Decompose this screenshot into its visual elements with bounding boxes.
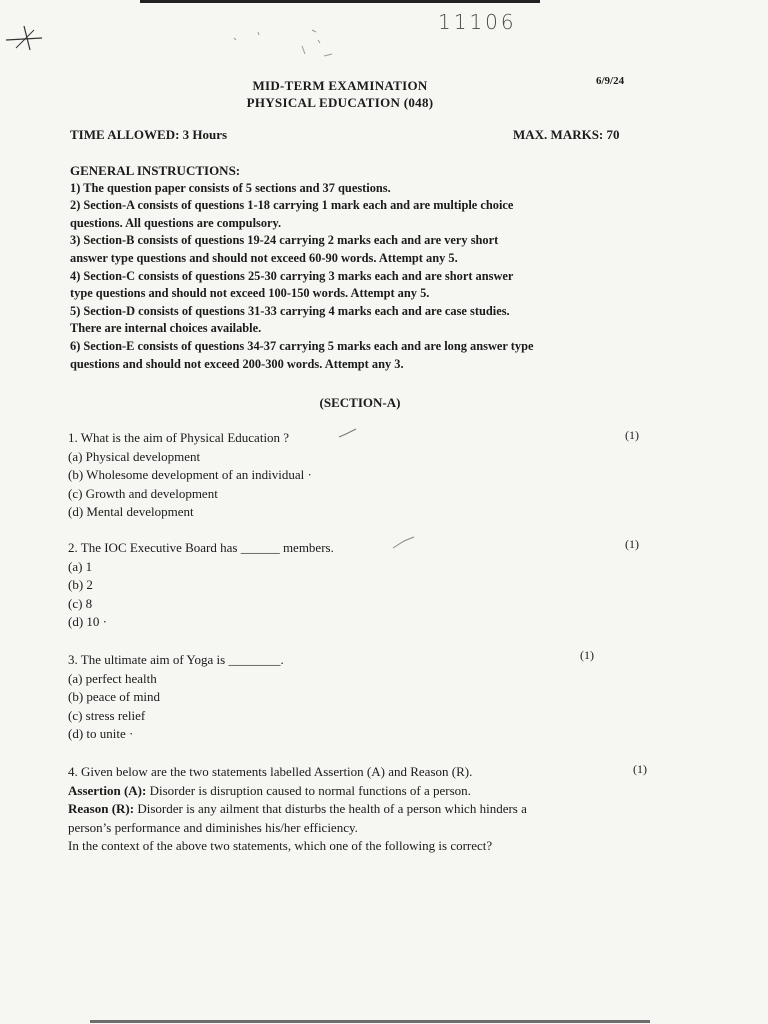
option: (a) perfect health [68, 670, 157, 686]
question-2 [68, 539, 668, 632]
faint-marks [228, 26, 348, 66]
option: (c) stress relief [68, 707, 146, 723]
instructions-heading: GENERAL INSTRUCTIONS: [70, 163, 241, 178]
question-marks: (1) [633, 762, 647, 776]
instruction-line: There are internal choices available. [70, 321, 262, 336]
instruction-line: 1) The question paper consists of 5 sections and 37 questions. [70, 180, 391, 195]
question-text: 2. The IOC Executive Board has ______ members. [68, 540, 334, 555]
bottom-edge-bar [90, 1020, 650, 1023]
option: (b) 2 [68, 577, 93, 592]
instruction-line: 2) Section-A consists of questions 1-18 carrying 1 mark each and are multiple choice [70, 198, 514, 213]
question-4 [68, 763, 668, 856]
option: (b) Wholesome development of an individual · [68, 467, 312, 482]
option: (c) 8 [68, 595, 93, 611]
section-title: (SECTION-A) [319, 395, 401, 410]
instruction-line: 4) Section-C consists of questions 25-30 carrying 3 marks each and are short answer [70, 268, 514, 283]
instruction-line: answer type questions and should not exceed 60-90 words. Attempt any 5. [70, 250, 458, 265]
reason-line [68, 800, 668, 819]
assertion-line [68, 782, 668, 801]
time-allowed: TIME ALLOWED: 3 Hours [70, 127, 228, 142]
question-3 [68, 651, 668, 744]
instruction-line: 6) Section-E consists of questions 34-37 carrying 5 marks each and are long answer type [70, 338, 534, 353]
tick-mark-icon [392, 536, 416, 550]
instruction-line: questions and should not exceed 200-300 words. Attempt any 3. [70, 356, 404, 371]
max-marks: MAX. MARKS: 70 [513, 127, 620, 142]
instruction-line: questions. All questions are compulsory. [70, 215, 282, 230]
instruction-line: 5) Section-D consists of questions 31-33 carrying 4 marks each and are case studies. [70, 303, 510, 318]
general-instructions [70, 162, 670, 373]
question-marks: (1) [625, 428, 639, 442]
reason-label: Reason (R): [68, 801, 135, 816]
tick-mark-icon [338, 428, 358, 440]
question-text: 3. The ultimate aim of Yoga is ________. [68, 652, 284, 667]
exam-title: MID-TERM EXAMINATION [252, 78, 428, 93]
instruction-line: type questions and should not exceed 100-150 words. Attempt any 5. [70, 286, 430, 301]
option: (d) Mental development [68, 504, 194, 519]
instruction-line: 3) Section-B consists of questions 19-24 carrying 2 marks each and are very short [70, 233, 499, 248]
option: (d) 10 · [68, 614, 107, 629]
option: (d) to unite · [68, 726, 134, 741]
option: (a) 1 [68, 558, 93, 574]
reason-text: Disorder is any ailment that disturbs the health of a person which hinders a [134, 801, 527, 816]
question-1 [68, 429, 668, 522]
question-text: 1. What is the aim of Physical Education ? [68, 430, 290, 445]
assertion-label: Assertion (A): [68, 782, 147, 798]
assertion-text: Disorder is disruption caused to normal functions of a person. [146, 782, 471, 798]
top-edge-bar [140, 0, 540, 3]
question-text: 4. Given below are the two statements labelled Assertion (A) and Reason (R). [68, 764, 473, 779]
option: (a) Physical development [68, 448, 201, 464]
option: (b) peace of mind [68, 689, 161, 704]
question-marks: (1) [625, 537, 639, 551]
reason-line-continued: person’s performance and diminishes his/her efficiency. [68, 819, 358, 835]
option: (c) Growth and development [68, 485, 218, 501]
cross-mark-icon [4, 24, 44, 52]
exam-date: 6/9/24 [596, 75, 625, 87]
question-prompt: In the context of the above two statements, which one of the following is correct? [68, 838, 493, 853]
handwritten-number: 11106 [438, 10, 517, 34]
subject-title: PHYSICAL EDUCATION (048) [246, 95, 434, 110]
question-marks: (1) [580, 648, 594, 662]
